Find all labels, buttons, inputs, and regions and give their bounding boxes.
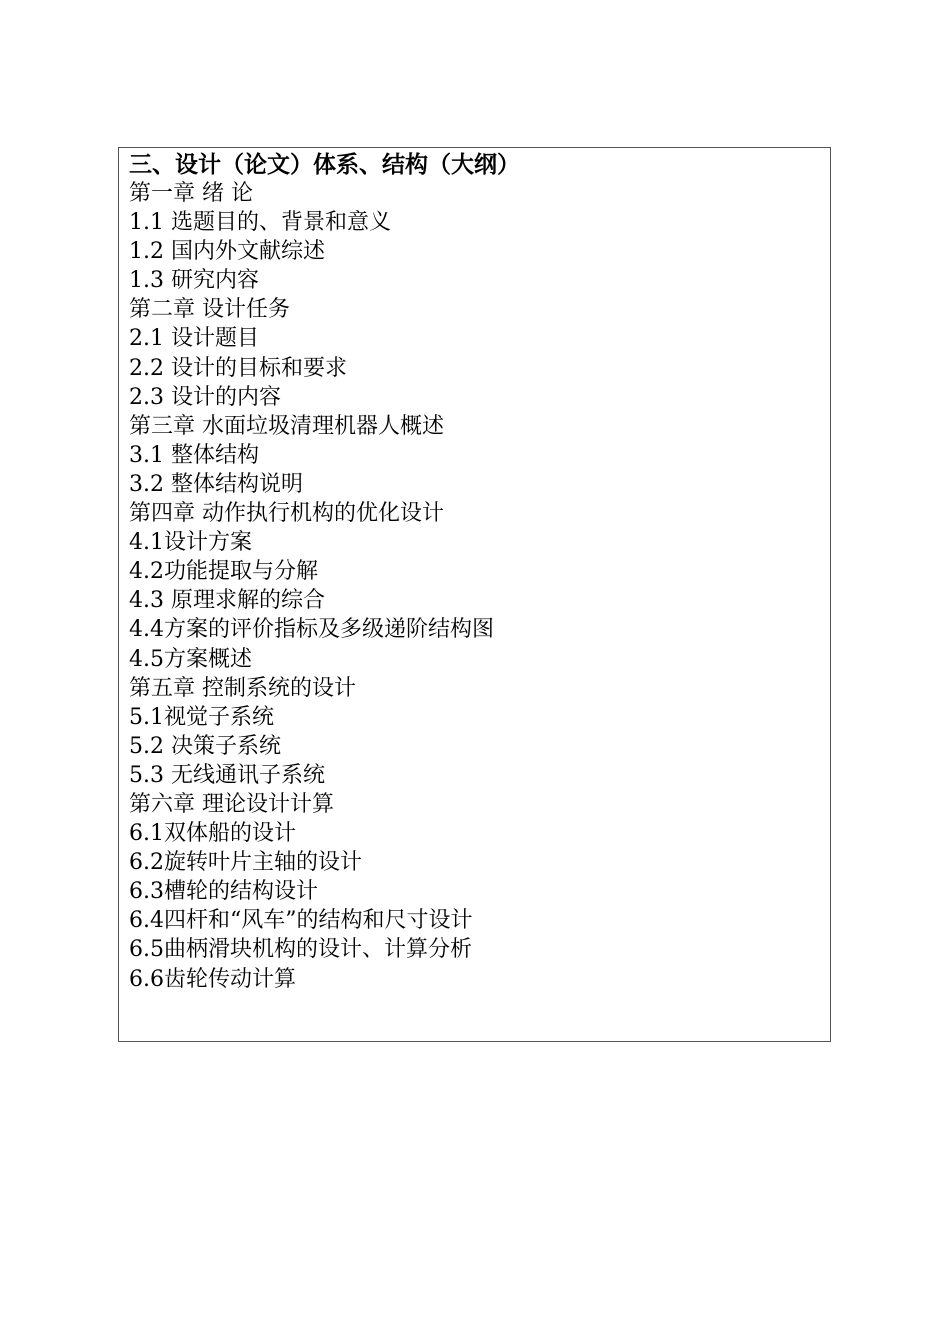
outline-item: 1.1 选题目的、背景和意义 <box>129 210 391 236</box>
outline-list <box>129 179 494 994</box>
outline-item: 3.2 整体结构说明 <box>129 471 303 497</box>
outline-item: 6.6齿轮传动计算 <box>129 966 296 992</box>
outline-item: 5.3 无线通讯子系统 <box>129 762 325 788</box>
outline-item: 1.2 国内外文献综述 <box>129 239 325 265</box>
chapter-heading: 第一章 绪 论 <box>129 181 253 206</box>
outline-item: 4.5方案概述 <box>129 646 252 672</box>
chapter-heading: 第六章 理论设计计算 <box>129 791 334 817</box>
outline-item: 5.2 决策子系统 <box>129 733 281 759</box>
outline-item: 4.2功能提取与分解 <box>129 559 318 585</box>
chapter-heading: 第四章 动作执行机构的优化设计 <box>129 501 444 527</box>
chapter-heading: 第三章 水面垃圾清理机器人概述 <box>129 413 444 439</box>
chapter-heading: 第五章 控制系统的设计 <box>129 675 356 701</box>
outline-item: 6.5曲柄滑块机构的设计、计算分析 <box>129 937 472 963</box>
outline-item: 4.3 原理求解的综合 <box>129 588 325 614</box>
outline-item: 4.4方案的评价指标及多级递阶结构图 <box>129 617 494 643</box>
outline-item: 6.3槽轮的结构设计 <box>129 879 318 905</box>
outline-item: 5.1视觉子系统 <box>129 704 274 730</box>
chapter-heading: 第二章 设计任务 <box>129 297 290 323</box>
outline-item: 6.4四杆和“风车”的结构和尺寸设计 <box>129 908 473 934</box>
outline-item: 2.1 设计题目 <box>129 326 259 352</box>
outline-item: 3.1 整体结构 <box>129 442 259 468</box>
outline-item: 2.2 设计的目标和要求 <box>129 355 347 381</box>
outline-item: 2.3 设计的内容 <box>129 384 281 410</box>
outline-item: 1.3 研究内容 <box>129 268 259 294</box>
outline-section <box>118 147 831 1042</box>
outline-item: 6.2旋转叶片主轴的设计 <box>129 850 362 876</box>
outline-item: 6.1双体船的设计 <box>129 821 296 847</box>
section-title: 三、设计（论文）体系、结构（大纲） <box>129 151 520 178</box>
outline-item: 4.1设计方案 <box>129 530 252 556</box>
